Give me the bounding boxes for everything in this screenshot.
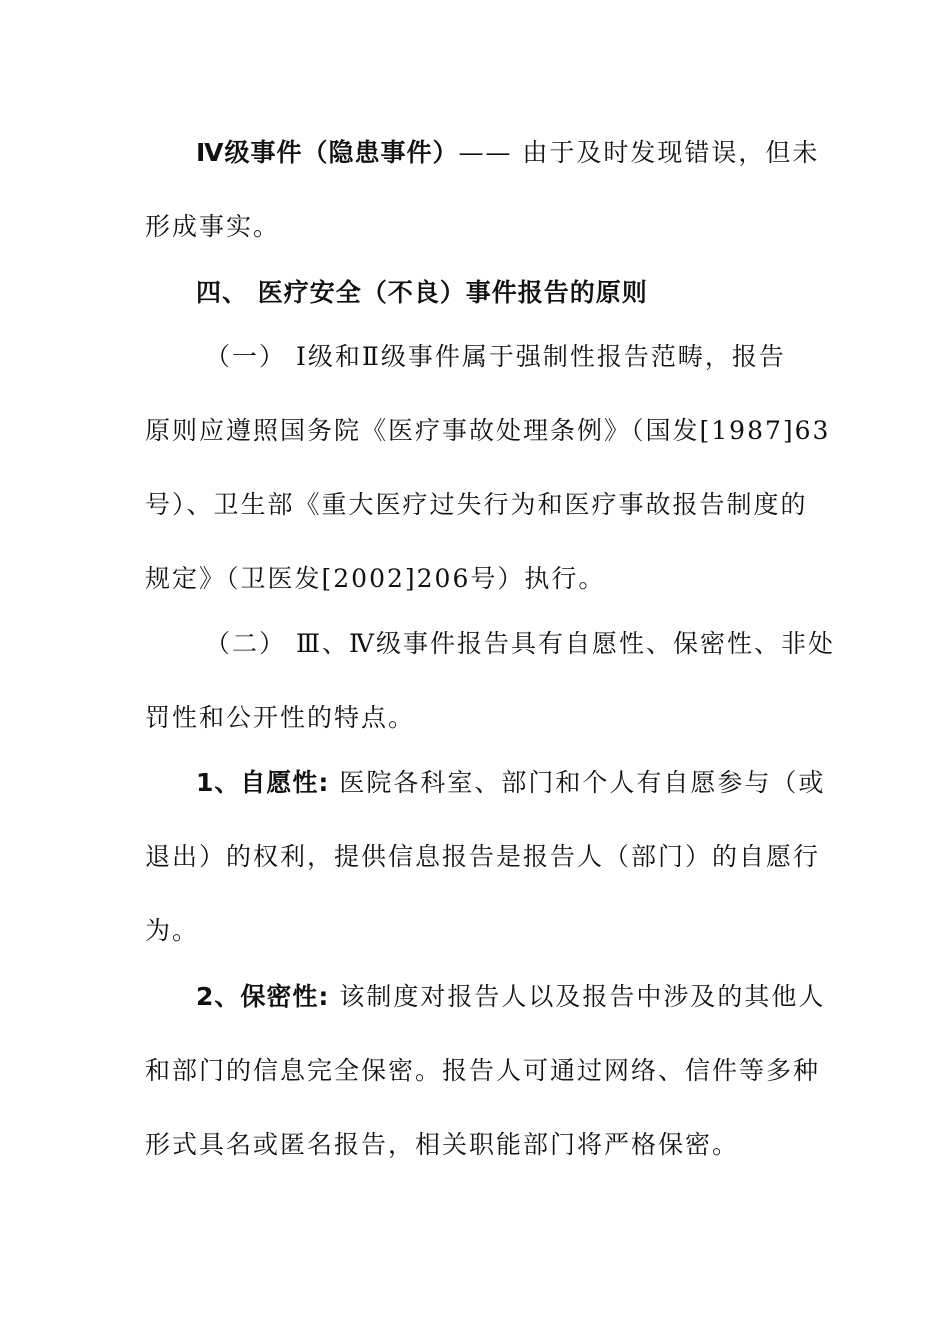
paragraph-level-iv-line-1 bbox=[196, 136, 819, 170]
item-2-line-1: （二） Ⅲ、Ⅳ级事件报告具有自愿性、保密性、非处 bbox=[205, 629, 836, 658]
point-2-line-1 bbox=[196, 980, 825, 1014]
point-1-line-1 bbox=[196, 766, 825, 800]
voluntary-text: 医院各科室、部门和个人有自愿参与（或 bbox=[329, 768, 826, 797]
item-1-line-3: 号）、卫生部《重大医疗过失行为和医疗事故报告制度的 bbox=[145, 490, 808, 519]
item-1-line-1: （一） Ⅰ级和Ⅱ级事件属于强制性报告范畴，报告 bbox=[205, 342, 786, 371]
point-2-line-3: 形式具名或匿名报告，相关职能部门将严格保密。 bbox=[145, 1130, 740, 1159]
confidentiality-text: 该制度对报告人以及报告中涉及的其他人 bbox=[329, 982, 826, 1011]
section-heading-reporting-principles: 四、 医疗安全（不良）事件报告的原则 bbox=[196, 278, 648, 307]
point-1-line-3: 为。 bbox=[145, 916, 200, 945]
voluntary-label: 1、自愿性: bbox=[196, 768, 330, 797]
item-1-line-2: 原则应遵照国务院《医疗事故处理条例》（国发[1987]63 bbox=[145, 416, 831, 445]
level-iv-description: —— 由于及时发现错误，但未 bbox=[458, 138, 820, 167]
item-1-line-4: 规定》（卫医发[2002]206号）执行。 bbox=[145, 564, 606, 593]
confidentiality-label: 2、保密性: bbox=[196, 982, 330, 1011]
paragraph-level-iv-line-2: 形成事实。 bbox=[145, 212, 281, 241]
point-1-line-2: 退出）的权利，提供信息报告是报告人（部门）的自愿行 bbox=[145, 842, 821, 871]
level-iv-heading: Ⅳ级事件（隐患事件） bbox=[196, 138, 459, 167]
item-2-line-2: 罚性和公开性的特点。 bbox=[145, 703, 416, 732]
point-2-line-2: 和部门的信息完全保密。报告人可通过网络、信件等多种 bbox=[145, 1056, 821, 1085]
